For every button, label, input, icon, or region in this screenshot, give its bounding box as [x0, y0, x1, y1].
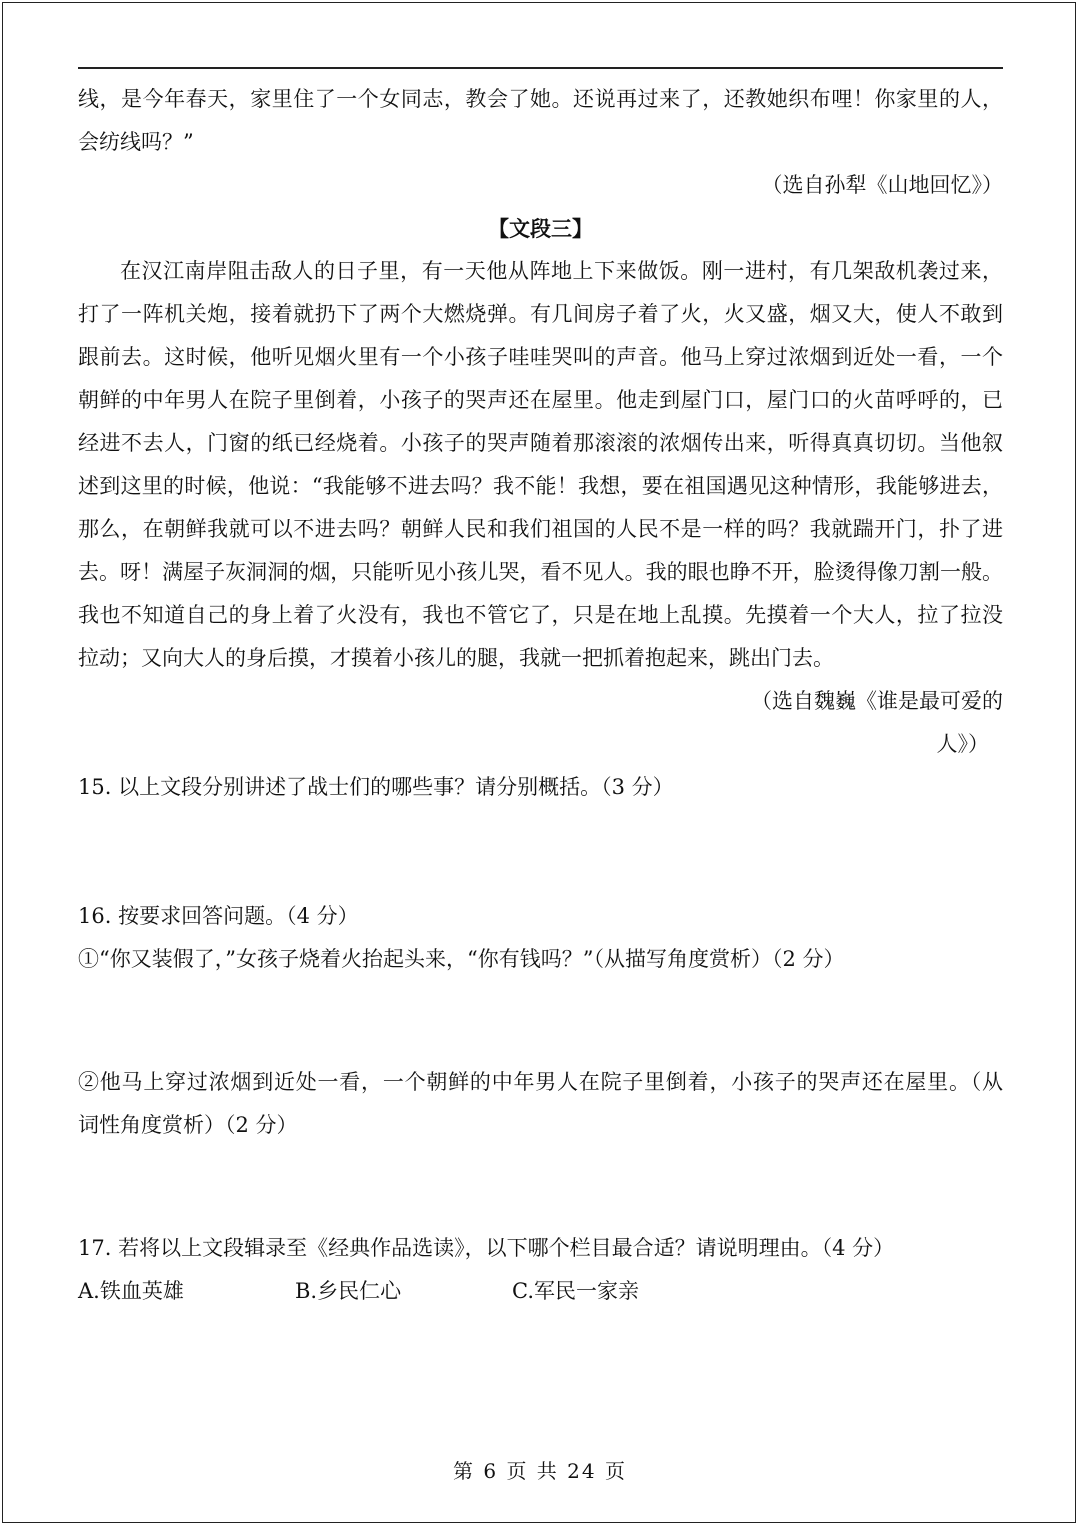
question-16: 16. 按要求回答问题。（4 分）	[78, 904, 359, 928]
passage-source-cont: 人》）	[936, 732, 989, 756]
page-number: 第 6 页 共 24 页	[453, 1459, 627, 1483]
option-c: C.军民一家亲	[512, 1279, 639, 1303]
passage-line: 跟前去。这时候，他听见烟火里有一个小孩子哇哇哭叫的声音。他马上穿过浓烟到近处一看，一个	[78, 345, 1003, 369]
question-15: 15. 以上文段分别讲述了战士们的哪些事？请分别概括。（3 分）	[78, 775, 674, 799]
passage-line: 线，是今年春天，家里住了一个女同志，教会了她。还说再过来了，还教她织布哩！你家里的人，	[78, 87, 1003, 111]
passage-line: 朝鲜的中年男人在院子里倒着，小孩子的哭声还在屋里。他走到屋门口，屋门口的火苗呼呼的，已	[78, 388, 1003, 412]
passage-line: 拉动；又向大人的身后摸，才摸着小孩儿的腿，我就一把抓着抱起来，跳出门去。	[78, 646, 834, 670]
answer-space	[78, 809, 1003, 895]
passage-line: 那么，在朝鲜我就可以不进去吗？朝鲜人民和我们祖国的人民不是一样的吗？我就踹开门，扑了进	[78, 517, 1003, 541]
passage-source: （选自魏巍《谁是最可爱的	[751, 689, 1003, 713]
question-16-1: ①“你又装假了，”女孩子烧着火抬起头来，“你有钱吗？”（从描写角度赏析）（2 分）	[78, 947, 845, 971]
passage-line: 述到这里的时候，他说：“我能够不进去吗？我不能！我想，要在祖国遇见这种情形，我能够进去，	[78, 474, 1003, 498]
passage-line: 经进不去人，门窗的纸已经烧着。小孩子的哭声随着那滚滚的浓烟传出来，听得真真切切。当他叙	[78, 431, 1003, 455]
header-rule	[78, 67, 1003, 69]
question-16-2: ②他马上穿过浓烟到近处一看，一个朝鲜的中年男人在院子里倒着，小孩子的哭声还在屋里。（从	[78, 1070, 1003, 1094]
passage-line: 我也不知道自己的身上着了火没有，我也不管它了，只是在地上乱摸。先摸着一个大人，拉了拉没	[78, 603, 1003, 627]
option-b: B.乡民仁心	[295, 1279, 402, 1303]
passage-line: 在汉江南岸阻击敌人的日子里，有一天他从阵地上下来做饭。刚一进村，有几架敌机袭过来，	[120, 259, 1003, 283]
page-content	[78, 78, 1003, 1313]
option-a: A.铁血英雄	[78, 1279, 184, 1303]
passage-line: 打了一阵机关炮，接着就扔下了两个大燃烧弹。有几间房子着了火，火又盛，烟又大，使人不敢到	[78, 302, 1003, 326]
answer-space	[78, 981, 1003, 1061]
passage-line: 会纺线吗？”	[78, 130, 194, 154]
passage-line: 去。呀！满屋子灰洞洞的烟，只能听见小孩儿哭，看不见人。我的眼也睁不开，脸烫得像刀割一般。	[78, 560, 1003, 584]
question-17: 17. 若将以上文段辑录至《经典作品选读》，以下哪个栏目最合适？请说明理由。（4 分）	[78, 1236, 895, 1260]
answer-space	[78, 1147, 1003, 1227]
section-heading: 【文段三】	[488, 216, 593, 241]
question-17-options	[78, 1270, 1003, 1313]
question-16-2-cont: 词性角度赏析）（2 分）	[78, 1113, 298, 1137]
passage-source: （选自孙犁《山地回忆》）	[761, 173, 1003, 197]
